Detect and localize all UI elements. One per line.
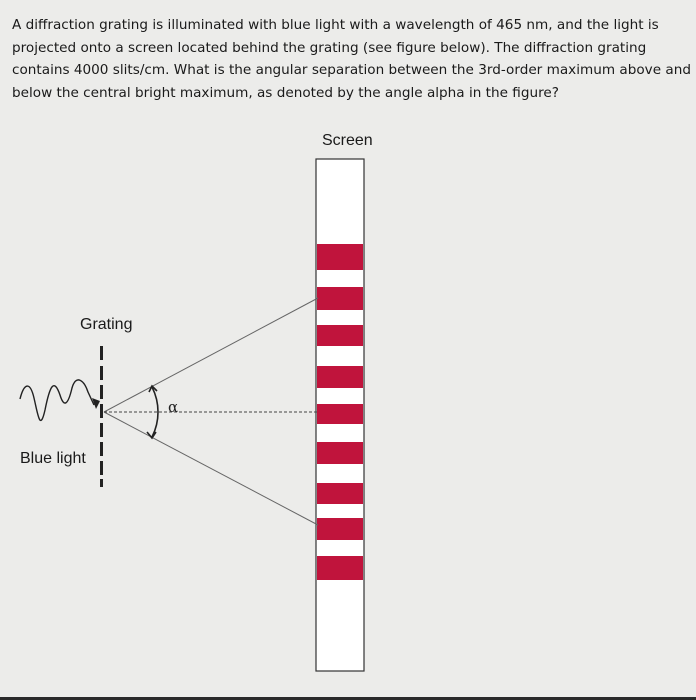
angle-alpha-label: α <box>168 398 179 416</box>
fringe-band <box>317 518 363 540</box>
question-line-2: projected onto a screen located behind the grating (see figure below). The diffraction grating <box>12 39 647 56</box>
question-line-4: below the central bright maximum, as denoted by the angle alpha in the figure? <box>12 84 559 101</box>
grating <box>100 346 103 487</box>
fringe-band <box>317 483 363 504</box>
ray-lower <box>104 412 318 525</box>
light-wave-icon <box>20 380 94 421</box>
fringe-band <box>317 287 363 310</box>
fringe-band <box>317 442 363 464</box>
screen-label: Screen <box>322 132 373 149</box>
ray-upper <box>104 298 318 412</box>
blue-light-label: Blue light <box>20 450 86 467</box>
fringe-band <box>317 404 363 424</box>
grating-label: Grating <box>80 316 133 333</box>
fringe-band <box>317 366 363 388</box>
fringe-pattern <box>317 244 363 580</box>
question-line-3: contains 4000 slits/cm. What is the angular separation between the 3rd-order maximum above and <box>12 62 691 78</box>
fringe-band <box>317 556 363 580</box>
fringe-band <box>317 244 363 270</box>
fringe-band <box>317 325 363 346</box>
question-line-1: A diffraction grating is illuminated with blue light with a wavelength of 465 nm, and the light is <box>12 17 659 33</box>
